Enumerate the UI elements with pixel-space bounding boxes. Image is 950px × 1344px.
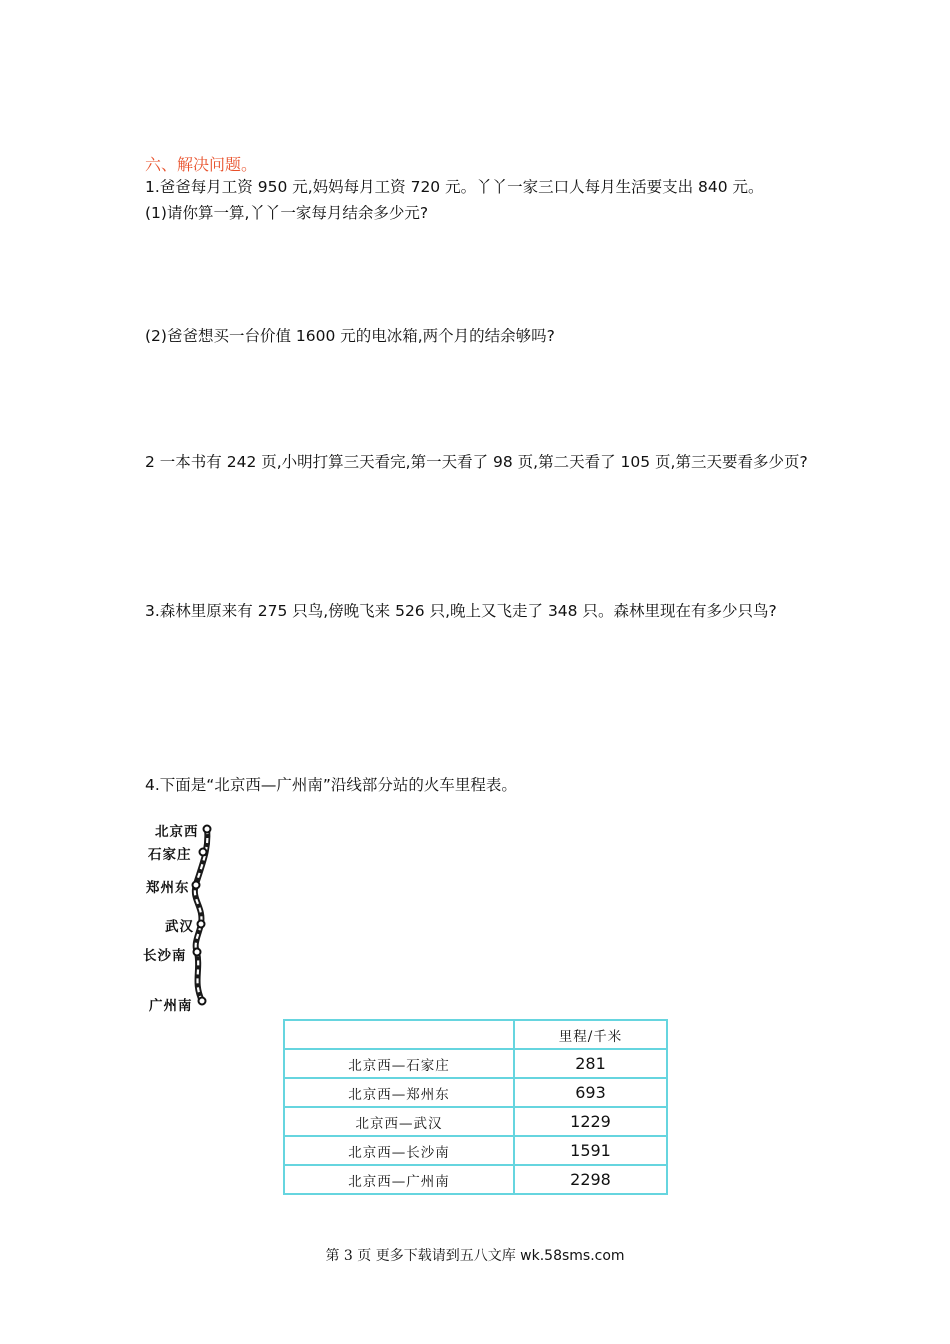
table-header-cell bbox=[284, 1020, 514, 1049]
route-cell: 北京西—石家庄 bbox=[284, 1049, 514, 1078]
distance-cell: 1591 bbox=[514, 1136, 667, 1165]
question-2: 2 一本书有 242 页,小明打算三天看完,第一天看了 98 页,第二天看了 105 页,第三天要看多少页? bbox=[145, 453, 808, 471]
route-cell: 北京西—广州南 bbox=[284, 1165, 514, 1194]
question-1-stem: 1.爸爸每月工资 950 元,妈妈每月工资 720 元。丫丫一家三口人每月生活要支出 840 元。 bbox=[145, 178, 764, 196]
footer-site-link[interactable]: wk.58sms.com bbox=[520, 1248, 625, 1264]
station-label: 石家庄 bbox=[148, 847, 192, 863]
station-label: 长沙南 bbox=[143, 948, 187, 964]
station-dot bbox=[200, 849, 207, 856]
question-1-part-1: (1)请你算一算,丫丫一家每月结余多少元? bbox=[145, 204, 429, 222]
route-cell: 北京西—郑州东 bbox=[284, 1078, 514, 1107]
page-footer bbox=[0, 1245, 950, 1265]
distance-cell: 1229 bbox=[514, 1107, 667, 1136]
table-header-cell: 里程/千米 bbox=[514, 1020, 667, 1049]
station-dot bbox=[199, 998, 206, 1005]
station-label: 郑州东 bbox=[146, 880, 190, 896]
table-row bbox=[284, 1049, 667, 1078]
station-dot bbox=[194, 949, 201, 956]
section-title: 六、解决问题。 bbox=[145, 155, 258, 174]
route-cell: 北京西—长沙南 bbox=[284, 1136, 514, 1165]
question-4: 4.下面是“北京西—广州南”沿线部分站的火车里程表。 bbox=[145, 776, 517, 794]
question-3: 3.森林里原来有 275 只鸟,傍晚飞来 526 只,晚上又飞走了 348 只。森林里现在有多少只鸟? bbox=[145, 602, 777, 620]
table-row bbox=[284, 1107, 667, 1136]
route-cell: 北京西—武汉 bbox=[284, 1107, 514, 1136]
table-row bbox=[284, 1136, 667, 1165]
distance-cell: 2298 bbox=[514, 1165, 667, 1194]
footer-text: 第 3 页 更多下载请到五八文库 bbox=[325, 1248, 521, 1264]
table-row bbox=[284, 1165, 667, 1194]
station-dot bbox=[193, 882, 200, 889]
distance-cell: 693 bbox=[514, 1078, 667, 1107]
mileage-table bbox=[283, 1019, 668, 1195]
station-label: 武汉 bbox=[165, 919, 194, 935]
railway-line bbox=[0, 0, 260, 1020]
distance-cell: 281 bbox=[514, 1049, 667, 1078]
station-dot bbox=[198, 921, 205, 928]
question-1-part-2: (2)爸爸想买一台价值 1600 元的电冰箱,两个月的结余够吗? bbox=[145, 327, 555, 345]
table-row bbox=[284, 1078, 667, 1107]
table-header-row bbox=[284, 1020, 667, 1049]
station-label: 广州南 bbox=[149, 998, 193, 1014]
station-dot bbox=[204, 826, 211, 833]
station-label: 北京西 bbox=[155, 824, 199, 840]
